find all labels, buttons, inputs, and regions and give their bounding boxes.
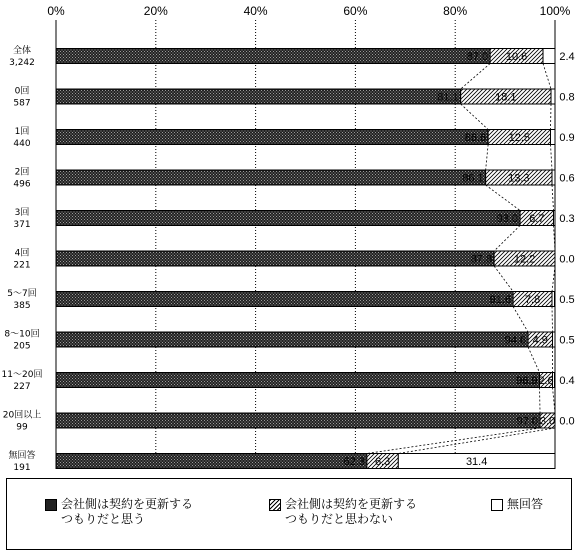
x-axis-ticks: [47, 4, 570, 18]
value-label-not-renew: 13.3: [508, 172, 530, 185]
legend-label-renew: 会社側は契約を更新する つもりだと思う: [61, 497, 194, 526]
value-label-not-renew: 6.7: [529, 213, 545, 225]
value-label-not-renew: 4.9: [532, 334, 548, 347]
bar-segment-renew: [56, 170, 486, 185]
legend-item-not-renew: [269, 497, 417, 527]
legend-label-no-answer: 無回答: [507, 497, 544, 511]
value-label-not-renew: 2.6: [538, 375, 554, 387]
value-label-renew: 91.6: [489, 294, 512, 306]
row-n: 440: [13, 139, 31, 149]
row-label: 2回: [14, 167, 30, 178]
connector-line: [543, 64, 551, 90]
connector-line: [367, 428, 540, 454]
row-n: 221: [13, 260, 31, 271]
connector-line: [494, 226, 520, 252]
row-label: 3回: [14, 208, 30, 218]
value-label-no-answer: 0.3: [559, 213, 575, 225]
legend-label-not-renew: 会社側は契約を更新する つもりだと思わない: [285, 497, 418, 526]
gridlines: [56, 20, 555, 466]
row-label: 4回: [14, 248, 30, 259]
bar-segment-renew: [56, 292, 513, 307]
row-n: 227: [13, 382, 31, 392]
bar-segment-no-answer: [552, 170, 555, 185]
x-tick-label: 20%: [143, 4, 168, 18]
bar-segment-no-answer: [543, 49, 555, 64]
value-label-renew: 87.8: [470, 253, 493, 266]
value-label-renew: 62.3: [343, 456, 365, 468]
connector-line: [528, 347, 539, 373]
value-label-renew: 97.0: [516, 415, 539, 428]
connector-line: [461, 64, 490, 90]
value-label-no-answer: 0.6: [559, 172, 575, 185]
value-label-renew: 86.6: [464, 132, 487, 144]
connector-line: [513, 307, 528, 333]
value-label-renew: 86.1: [462, 172, 484, 185]
row-n: 99: [16, 422, 28, 433]
value-label-no-answer: 31.4: [465, 456, 488, 468]
legend-swatch-renew: [45, 499, 57, 511]
value-label-renew: 96.9: [516, 375, 538, 387]
value-label-not-renew: 6.3: [374, 456, 391, 468]
x-tick-label: 0%: [47, 4, 65, 18]
legend-item-renew: [45, 497, 193, 527]
value-label-no-answer: 2.4: [559, 51, 575, 63]
bar-segment-renew: [56, 413, 540, 428]
row-label: 無回答: [8, 451, 36, 461]
bar-segment-no-answer: [551, 89, 555, 104]
legend-swatch-not-renew: [269, 499, 281, 511]
x-tick-label: 100%: [539, 4, 571, 18]
bar-segment-renew: [56, 89, 461, 104]
row-n: 587: [13, 98, 31, 109]
value-label-not-renew: 7.8: [524, 294, 541, 306]
row-n: 205: [13, 341, 31, 352]
legend-item-no-answer: [491, 497, 543, 512]
value-label-not-renew: 12.2: [513, 253, 536, 266]
connector-line: [494, 266, 513, 292]
value-label-no-answer: 0.5: [559, 294, 575, 306]
x-tick-label: 80%: [443, 4, 468, 18]
connector-line: [461, 104, 488, 130]
bar-segment-no-answer: [553, 332, 555, 347]
row-labels: [2, 44, 43, 473]
row-label: 0回: [14, 86, 30, 97]
value-label-renew: 87.0: [466, 51, 489, 63]
value-label-not-renew: 10.6: [505, 51, 528, 63]
legend-swatch-no-answer: [491, 499, 503, 511]
row-n: 371: [13, 220, 31, 230]
value-label-not-renew: 12.5: [508, 132, 531, 144]
value-label-no-answer: 0.8: [559, 91, 575, 104]
connector-line: [552, 185, 553, 211]
legend: [6, 478, 572, 550]
connector-line: [398, 428, 555, 454]
row-n: 191: [13, 463, 31, 473]
value-label-no-answer: 0.0: [559, 253, 575, 266]
value-label-not-renew: 18.1: [495, 91, 517, 104]
bar-segment-renew: [56, 373, 540, 388]
value-label-no-answer: 0.0: [559, 415, 575, 428]
row-label: 全体: [12, 46, 32, 56]
value-label-renew: 81.1: [437, 91, 459, 104]
value-label-not-renew: 3.0: [539, 415, 556, 428]
x-tick-label: 40%: [243, 4, 268, 18]
bar-segment-renew: [56, 49, 490, 64]
bar-segment-renew: [56, 211, 520, 226]
value-label-renew: 94.6: [504, 334, 527, 347]
row-label: 5～7回: [7, 289, 37, 299]
bar-segment-renew: [56, 130, 488, 145]
value-label-renew: 93.0: [496, 213, 519, 225]
row-n: 3,242: [9, 58, 35, 68]
connector-line: [486, 145, 488, 171]
value-label-no-answer: 0.9: [559, 132, 575, 144]
value-label-no-answer: 0.4: [559, 375, 575, 387]
row-label: 8～10回: [4, 329, 40, 340]
bar-segment-renew: [56, 454, 367, 469]
row-label: 20回以上: [2, 410, 42, 421]
bar-segment-no-answer: [554, 211, 555, 226]
connector-line: [551, 145, 552, 171]
value-label-no-answer: 0.5: [559, 334, 575, 347]
row-label: 11～20回: [1, 370, 43, 380]
row-label: 1回: [14, 127, 30, 137]
row-n: 496: [13, 179, 31, 190]
bar-segment-no-answer: [551, 130, 555, 145]
connector-line: [486, 185, 520, 211]
bar-segment-renew: [56, 251, 494, 266]
x-tick-label: 60%: [343, 4, 368, 18]
bar-segment-renew: [56, 332, 528, 347]
bar-segment-no-answer: [552, 292, 554, 307]
row-n: 385: [13, 301, 31, 311]
